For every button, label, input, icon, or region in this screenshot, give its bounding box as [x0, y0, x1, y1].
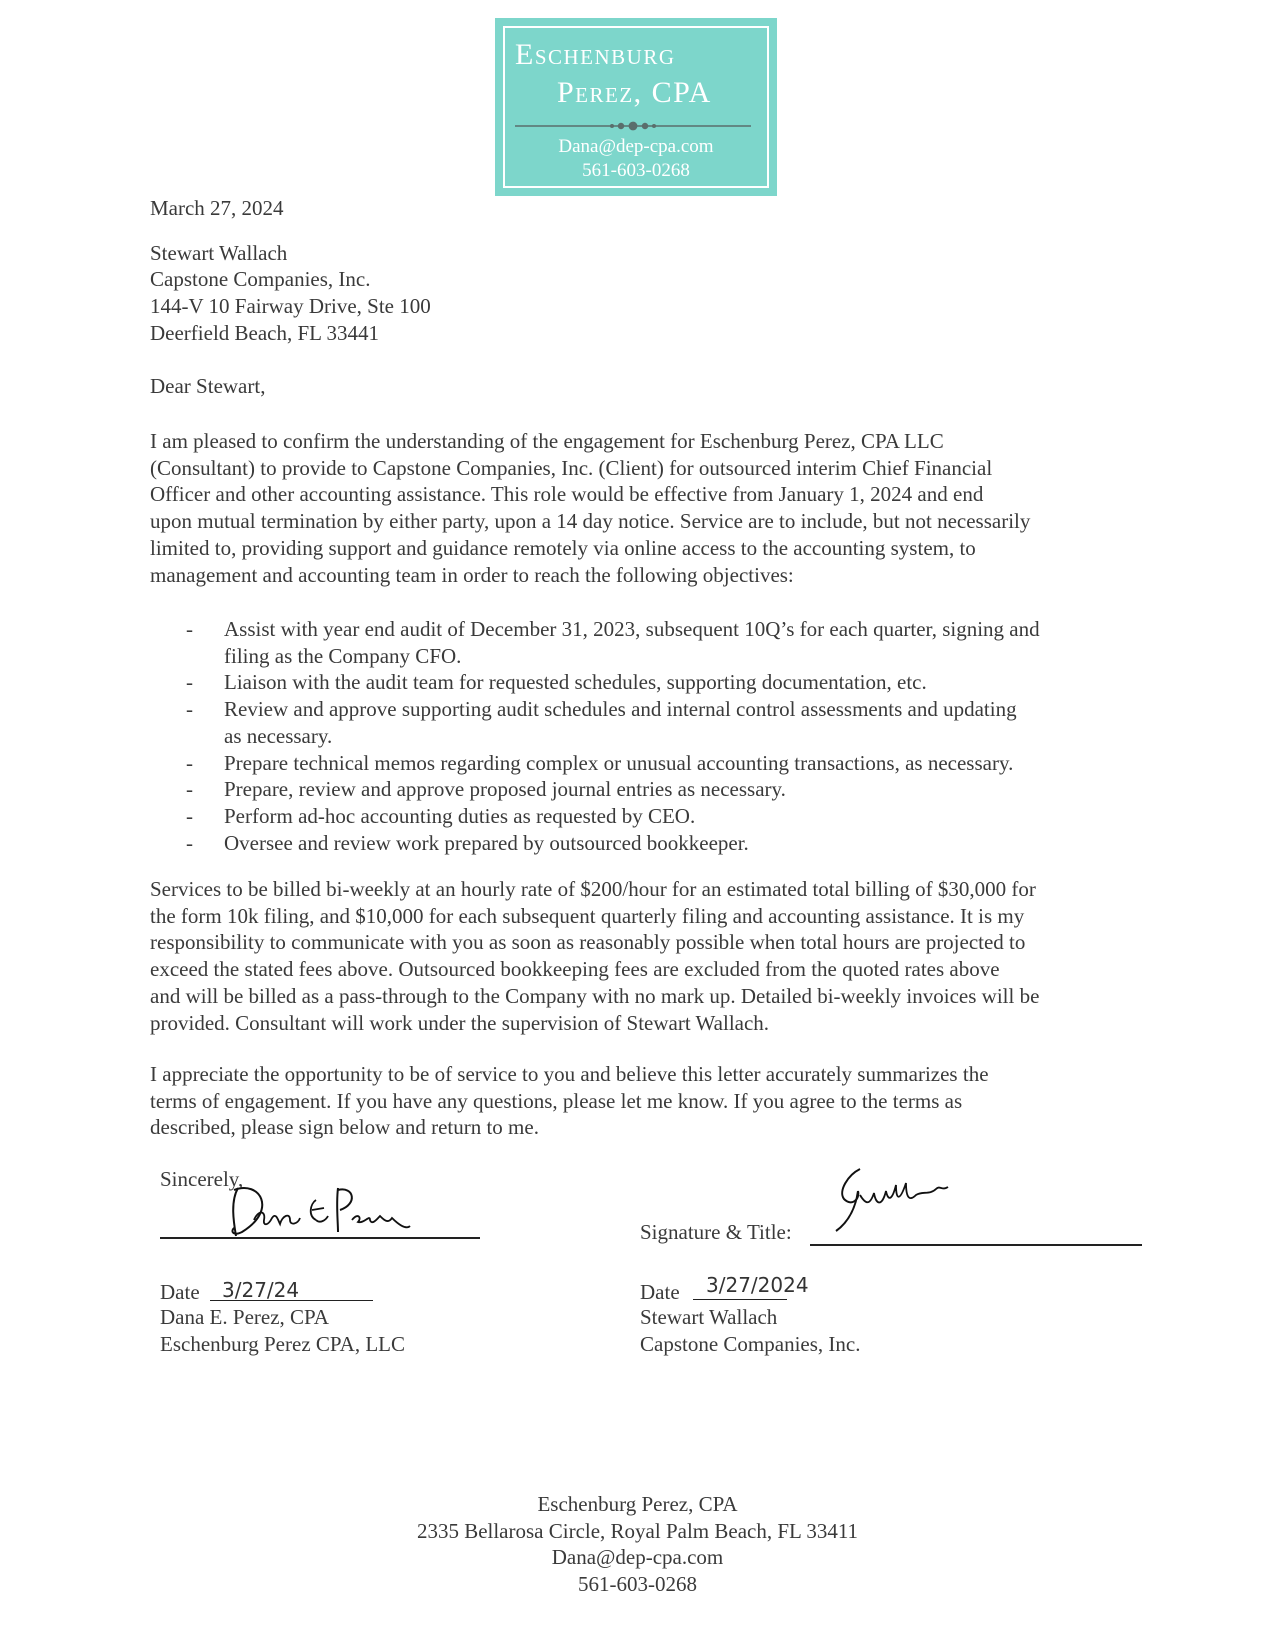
paragraph-line: limited to, providing support and guidance remotely via online access to the accounting system, to — [150, 535, 976, 560]
billing-paragraph — [150, 876, 1130, 1036]
list-item — [150, 669, 1140, 696]
list-item-text: - Prepare, review and approve proposed journal entries as necessary. — [224, 777, 786, 802]
list-item — [150, 830, 1140, 857]
logo-phone: 561-603-0268 — [582, 160, 690, 181]
list-item — [150, 803, 1140, 830]
salutation: Dear Stewart, — [150, 374, 266, 398]
logo-firm-line1: Eschenburg — [515, 38, 676, 71]
consultant-signature-line — [160, 1237, 480, 1239]
objectives-list — [150, 616, 1140, 856]
list-item — [150, 776, 1140, 803]
letter-date: March 27, 2024 — [150, 196, 284, 220]
logo-email: Dana@dep-cpa.com — [558, 136, 714, 157]
footer-firm: Eschenburg Perez, CPA — [537, 1492, 738, 1516]
client-date-value: 3/27/2024 — [706, 1273, 809, 1297]
list-item — [150, 750, 1140, 777]
paragraph-line: management and accounting team in order to reach the following objectives: — [150, 562, 794, 587]
client-company: Capstone Companies, Inc. — [640, 1332, 861, 1356]
paragraph-line: Officer and other accounting assistance. This role would be effective from January 1, 2024 and end — [150, 482, 984, 507]
paragraph-line: I appreciate the opportunity to be of service to you and believe this letter accurately summarizes the — [150, 1062, 989, 1086]
consultant-handwritten-signature — [220, 1180, 430, 1240]
logo-firm-line2: Perez, CPA — [557, 76, 712, 109]
recipient-address-line1: 144-V 10 Fairway Drive, Ste 100 — [150, 294, 431, 318]
recipient-company: Capstone Companies, Inc. — [150, 267, 371, 291]
list-item-text: - Assist with year end audit of December 31, 2023, subsequent 10Q’s for each quarter, signing and — [224, 617, 1040, 641]
client-name: Stewart Wallach — [640, 1305, 778, 1329]
ornament-divider-icon — [509, 119, 757, 133]
paragraph-line: (Consultant) to provide to Capstone Companies, Inc. (Client) for outsourced interim Chief Financial — [150, 455, 993, 480]
paragraph-line: provided. Consultant will work under the supervision of Stewart Wallach. — [150, 1010, 770, 1035]
paragraph-line: and will be billed as a pass-through to the Company with no mark up. Detailed bi-weekly invoices will be — [150, 983, 1040, 1008]
paragraph-line: upon mutual termination by either party, upon a 14 day notice. Service are to include, but not necessarily — [150, 509, 1031, 534]
paragraph-line: exceed the stated fees above. Outsourced bookkeeping fees are excluded from the quoted rates above — [150, 957, 1000, 982]
client-signature-line — [810, 1244, 1142, 1246]
sincerely-text: Sincerely, — [160, 1167, 244, 1191]
recipient-address-line2: Deerfield Beach, FL 33441 — [150, 321, 379, 345]
list-item — [150, 616, 1140, 669]
paragraph-line: responsibility to communicate with you as soon as reasonably possible when total hours are projected to — [150, 930, 1026, 955]
list-item-text: - Liaison with the audit team for requested schedules, supporting documentation, etc. — [224, 670, 927, 695]
list-item-text: as necessary. — [224, 723, 333, 748]
letterhead-logo — [495, 18, 777, 196]
list-item-text: - Prepare technical memos regarding complex or unusual accounting transactions, as necessary. — [224, 750, 1014, 775]
letter-footer — [0, 1491, 1275, 1597]
footer-phone: 561-603-0268 — [578, 1571, 697, 1596]
paragraph-line: terms of engagement. If you have any questions, please let me know. If you agree to the terms as — [150, 1088, 963, 1113]
client-date-underline — [693, 1299, 787, 1300]
signature-title-label: Signature & Title: — [640, 1220, 792, 1244]
consultant-name: Dana E. Perez, CPA — [160, 1305, 329, 1329]
list-item-text: - Perform ad-hoc accounting duties as requested by CEO. — [224, 803, 696, 828]
intro-paragraph — [150, 428, 1130, 588]
list-item-text: - Oversee and review work prepared by outsourced bookkeeper. — [224, 830, 749, 855]
client-handwritten-signature — [830, 1165, 965, 1235]
footer-email: Dana@dep-cpa.com — [551, 1545, 724, 1569]
list-item-text: - Review and approve supporting audit schedules and internal control assessments and updating — [224, 697, 1017, 722]
paragraph-line: the form 10k filing, and $10,000 for each subsequent quarterly filing and accounting assistance. It is my — [150, 903, 1025, 928]
list-item — [150, 696, 1140, 749]
paragraph-line: described, please sign below and return to me. — [150, 1115, 539, 1140]
consultant-date-label: Date — [160, 1280, 200, 1304]
recipient-name: Stewart Wallach — [150, 241, 288, 265]
paragraph-line: Services to be billed bi-weekly at an hourly rate of $200/hour for an estimated total billing of $30,000 for — [150, 877, 1036, 901]
consultant-date-value: 3/27/24 — [222, 1278, 300, 1302]
list-item-text: filing as the Company CFO. — [224, 643, 462, 668]
closing-paragraph — [150, 1061, 1130, 1141]
client-date-label: Date — [640, 1280, 680, 1304]
consultant-date-underline — [210, 1300, 373, 1301]
consultant-firm: Eschenburg Perez CPA, LLC — [160, 1332, 405, 1356]
paragraph-line: I am pleased to confirm the understanding of the engagement for Eschenburg Perez, CPA LLC — [150, 429, 944, 453]
footer-address: 2335 Bellarosa Circle, Royal Palm Beach, FL 33411 — [416, 1518, 859, 1543]
